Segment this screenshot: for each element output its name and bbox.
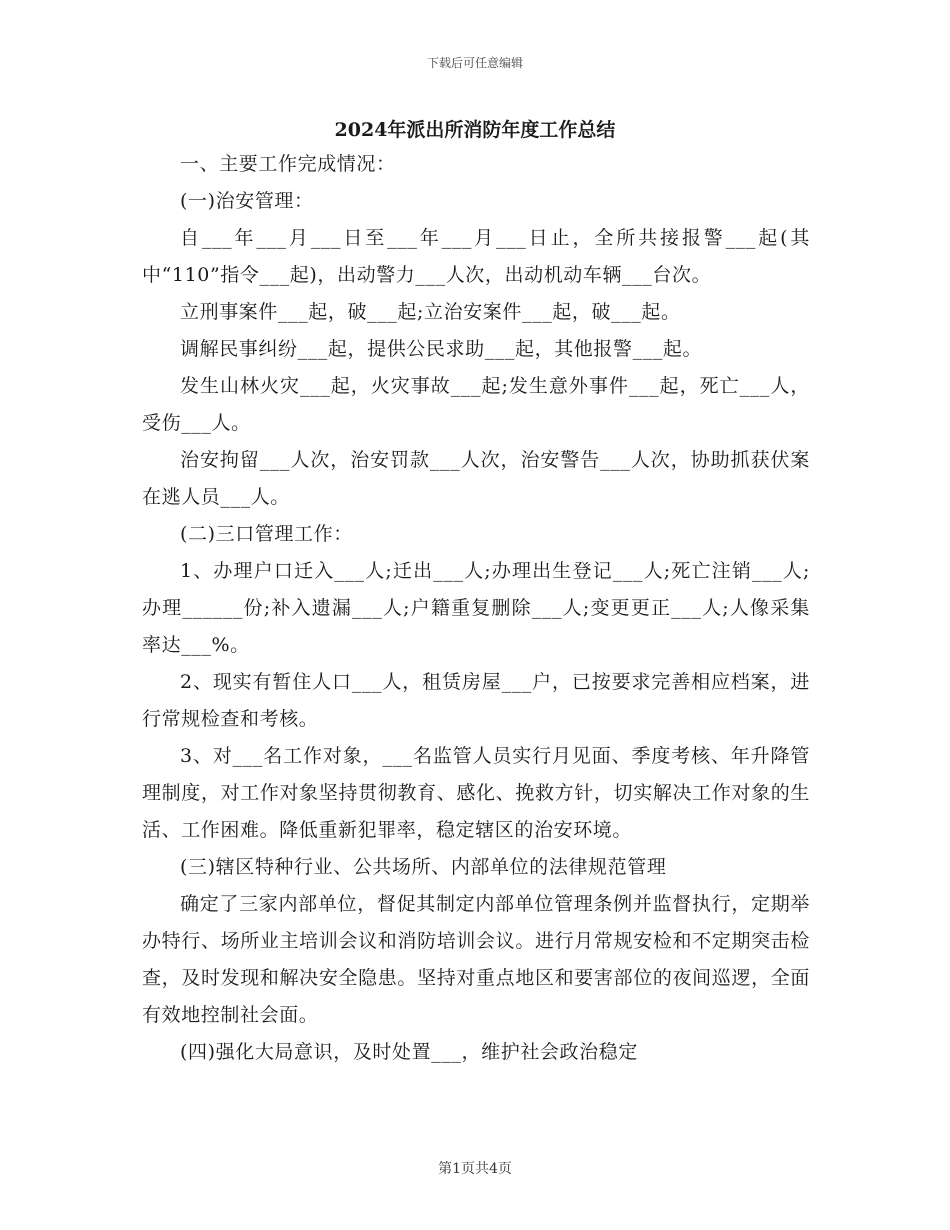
page-number: 第1页共4页	[438, 1161, 512, 1177]
paragraph-internal-units: 确定了三家内部单位，督促其制定内部单位管理条例并监督执行，定期举办特行、场所业主培训会议和消防培训会议。进行月常规安检和不定期突击检查，及时发现和解决安全隐患。坚持对重点地区和要害部位的夜间巡逻，全面有效地控制社会面。	[142, 893, 810, 1026]
paragraph-household-registration: 1、办理户口迁入___人;迁出___人;办理出生登记___人;死亡注销___人;办理______份;补入遗漏___人;户籍重复删除___人;变更更正___人;人像采集率达___%。	[142, 560, 810, 656]
document-body	[142, 146, 810, 1071]
paragraph-mediation-stats: 调解民事纠纷___起，提供公民求助___起，其他报警___起。	[180, 338, 703, 360]
paragraph-alarm-stats: 自___年___月___日至___年___月___日止，全所共接报警___起(其中“110”指令___起)，出动警力___人次，出动机动车辆___台次。	[142, 227, 810, 286]
subheading-public-security: (一)治安管理：	[180, 190, 314, 212]
paragraph-fire-stats: 发生山林火灾___起，火灾事故___起;发生意外事件___起，死亡___人，受伤___人。	[142, 375, 810, 434]
paragraph-supervision: 3、对___名工作对象，___名监管人员实行月见面、季度考核、年升降管理制度，对工作对象坚持贯彻教育、感化、挽救方针，切实解决工作对象的生活、工作困难。降低重新犯罪率，稳定辖区的治安环境。	[142, 745, 810, 841]
paragraph-detention-stats: 治安拘留___人次，治安罚款___人次，治安警告___人次，协助抓获伏案在逃人员___人。	[142, 449, 810, 508]
subheading-household-management: (二)三口管理工作：	[180, 523, 353, 545]
subheading-overall-awareness: (四)强化大局意识，及时处置___，维护社会政治稳定	[180, 1041, 638, 1063]
paragraph-temporary-residents: 2、现实有暂住人口___人，租赁房屋___户，已按要求完善相应档案，进行常规检查和考核。	[142, 671, 810, 730]
page-header-note: 下载后可任意编辑	[426, 56, 523, 70]
paragraph-case-stats: 立刑事案件___起，破___起;立治安案件___起，破___起。	[180, 301, 681, 323]
heading-main-work: 一、主要工作完成情况：	[180, 153, 396, 175]
document-title: 2024年派出所消防年度工作总结	[334, 119, 616, 141]
subheading-special-industries: (三)辖区特种行业、公共场所、内部单位的法律规范管理	[180, 856, 667, 878]
